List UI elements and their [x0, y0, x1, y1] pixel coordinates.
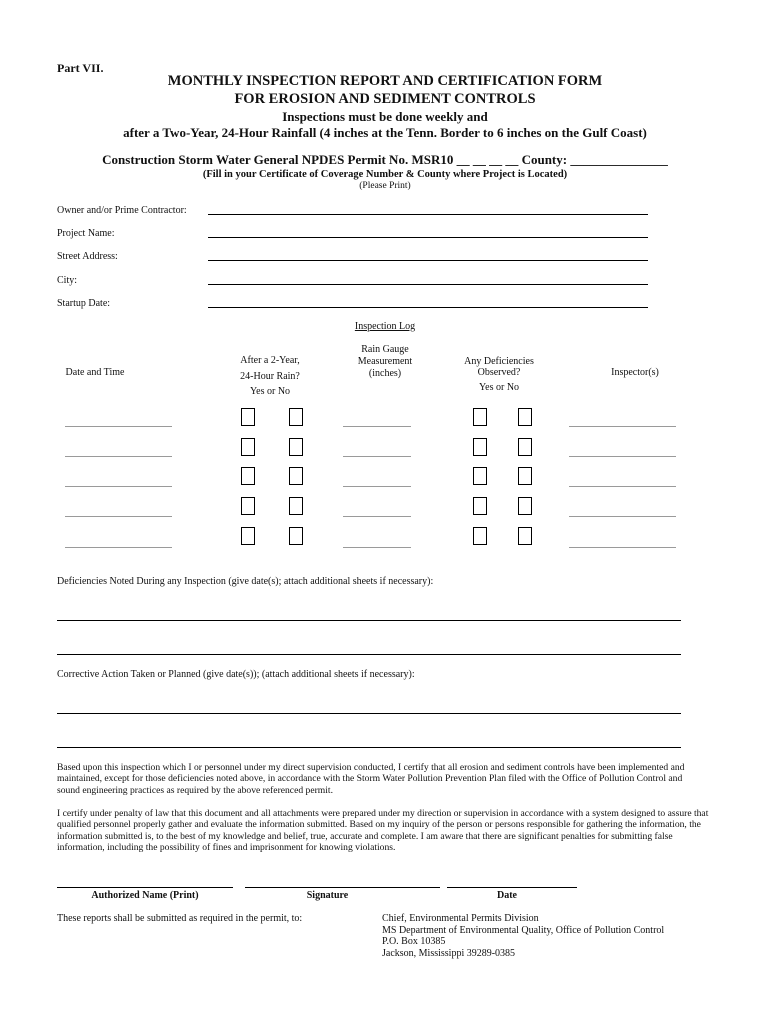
- col-rain-line3: Yes or No: [249, 386, 291, 397]
- row-5-rain-gauge-line[interactable]: [343, 547, 411, 548]
- row-3-inspector-line[interactable]: [569, 486, 676, 487]
- owner-input-line[interactable]: [208, 214, 648, 215]
- subtitle-line2: after a Two-Year, 24-Hour Rainfall (4 inches at the Tenn. Border to 6 inches on the Gulf Coast): [123, 125, 647, 140]
- address-line-2: MS Department of Environmental Quality, Office of Pollution Control: [382, 924, 665, 936]
- col-rain-line1: After a 2-Year,: [240, 355, 300, 366]
- row-3-rain-gauge-line[interactable]: [343, 486, 411, 487]
- corrective-line-2[interactable]: [57, 747, 681, 748]
- row-5-rain-yes-checkbox[interactable]: [241, 527, 255, 545]
- row-4-inspector-line[interactable]: [569, 516, 676, 517]
- row-3-rain-yes-checkbox[interactable]: [241, 467, 255, 485]
- col-deficiencies-line3: Yes or No: [478, 382, 520, 393]
- row-2-rain-gauge-line[interactable]: [343, 456, 411, 457]
- part-label: Part VII.: [57, 61, 104, 75]
- row-2-deficiency-yes-checkbox[interactable]: [473, 438, 487, 456]
- col-inspectors: Inspector(s): [611, 367, 659, 378]
- row-2-rain-yes-checkbox[interactable]: [241, 438, 255, 456]
- form-title-line1: MONTHLY INSPECTION REPORT AND CERTIFICATION FORM: [167, 73, 603, 89]
- row-2-deficiency-no-checkbox[interactable]: [518, 438, 532, 456]
- date-label: Date: [497, 890, 517, 901]
- row-1-rain-yes-checkbox[interactable]: [241, 408, 255, 426]
- row-3-rain-no-checkbox[interactable]: [289, 467, 303, 485]
- owner-label: Owner and/or Prime Contractor:: [57, 205, 187, 216]
- col-deficiencies-line2: Observed?: [477, 367, 521, 378]
- print-note: (Please Print): [359, 181, 411, 191]
- row-1-inspector-line[interactable]: [569, 426, 676, 427]
- row-4-rain-yes-checkbox[interactable]: [241, 497, 255, 515]
- street-address-label: Street Address:: [57, 251, 118, 262]
- project-name-label: Project Name:: [57, 228, 115, 239]
- authorized-name-line[interactable]: [57, 887, 233, 888]
- startup-date-label: Startup Date:: [57, 298, 111, 309]
- row-2-inspector-line[interactable]: [569, 456, 676, 457]
- col-date-time: Date and Time: [65, 367, 125, 378]
- street-address-input-line[interactable]: [208, 260, 648, 261]
- col-gauge-line3: (inches): [368, 368, 402, 379]
- fill-note: (Fill in your Certificate of Coverage Number & County where Project is Located): [202, 169, 568, 180]
- signature-label: Signature: [306, 890, 349, 901]
- address-line-1: Chief, Environmental Permits Division: [382, 913, 539, 924]
- inspection-log-title: Inspection Log: [354, 321, 416, 332]
- col-deficiencies-line1: Any Deficiencies: [464, 356, 534, 367]
- deficiencies-line-2[interactable]: [57, 654, 681, 655]
- row-4-date-time-line[interactable]: [65, 516, 172, 517]
- row-5-date-time-line[interactable]: [65, 547, 172, 548]
- row-4-rain-gauge-line[interactable]: [343, 516, 411, 517]
- row-3-date-time-line[interactable]: [65, 486, 172, 487]
- city-input-line[interactable]: [208, 284, 648, 285]
- city-label: City:: [57, 275, 78, 286]
- row-5-deficiency-yes-checkbox[interactable]: [473, 527, 487, 545]
- date-line[interactable]: [447, 887, 577, 888]
- deficiencies-line-1[interactable]: [57, 620, 681, 621]
- row-1-deficiency-yes-checkbox[interactable]: [473, 408, 487, 426]
- corrective-label: Corrective Action Taken or Planned (give date(s)); (attach additional sheets if necessary):: [57, 669, 415, 680]
- row-4-deficiency-no-checkbox[interactable]: [518, 497, 532, 515]
- mailing-address: [382, 913, 664, 959]
- address-line-4: Jackson, Mississippi 39289-0385: [382, 947, 516, 959]
- row-3-deficiency-no-checkbox[interactable]: [518, 467, 532, 485]
- col-gauge-line1: Rain Gauge: [361, 344, 409, 355]
- row-1-date-time-line[interactable]: [65, 426, 172, 427]
- row-4-rain-no-checkbox[interactable]: [289, 497, 303, 515]
- authorized-name-label: Authorized Name (Print): [91, 890, 199, 901]
- row-1-rain-gauge-line[interactable]: [343, 426, 411, 427]
- row-5-deficiency-no-checkbox[interactable]: [518, 527, 532, 545]
- form-title-line2: FOR EROSION AND SEDIMENT CONTROLS: [234, 91, 536, 107]
- row-4-deficiency-yes-checkbox[interactable]: [473, 497, 487, 515]
- row-3-deficiency-yes-checkbox[interactable]: [473, 467, 487, 485]
- submit-note: These reports shall be submitted as required in the permit, to:: [57, 913, 303, 924]
- col-rain-line2: 24-Hour Rain?: [240, 371, 300, 382]
- row-1-rain-no-checkbox[interactable]: [289, 408, 303, 426]
- corrective-line-1[interactable]: [57, 713, 681, 714]
- row-2-date-time-line[interactable]: [65, 456, 172, 457]
- startup-date-input-line[interactable]: [208, 307, 648, 308]
- subtitle-line1: Inspections must be done weekly and: [282, 109, 488, 124]
- deficiencies-label: Deficiencies Noted During any Inspection (give date(s); attach additional sheets if necessary):: [57, 576, 434, 587]
- row-1-deficiency-no-checkbox[interactable]: [518, 408, 532, 426]
- project-name-input-line[interactable]: [208, 237, 648, 238]
- col-gauge-line2: Measurement: [357, 356, 413, 367]
- signature-line[interactable]: [245, 887, 440, 888]
- row-5-inspector-line[interactable]: [569, 547, 676, 548]
- row-2-rain-no-checkbox[interactable]: [289, 438, 303, 456]
- permit-line: Construction Storm Water General NPDES Permit No. MSR10 __ __ __ __ County: _______________: [102, 152, 668, 167]
- row-5-rain-no-checkbox[interactable]: [289, 527, 303, 545]
- certification-paragraph-1: Based upon this inspection which I or personnel under my direct supervision conducted, I certify that all erosion and sediment controls have been implemented and maintained, except for those deficiencies noted above, in accordance with the Storm Water Pollution Prevention Plan filed with the Office of Pollution Control and sound engineering practices as required by the above referenced permit.: [57, 762, 685, 796]
- address-line-3: P.O. Box 10385: [382, 936, 446, 947]
- certification-paragraph-2: I certify under penalty of law that this document and all attachments were prepared under my direction or supervision in accordance with a system designed to assure that qualified personnel properly gather and evaluate the information submitted. Based on my inquiry of the person or persons responsible for gathering the information, the information submitted is, to the best of my knowledge and belief, true, accurate and complete. I am aware that there are significant penalties for submitting false information, including the possibility of fines and imprisonment for knowing violations.: [57, 808, 709, 854]
